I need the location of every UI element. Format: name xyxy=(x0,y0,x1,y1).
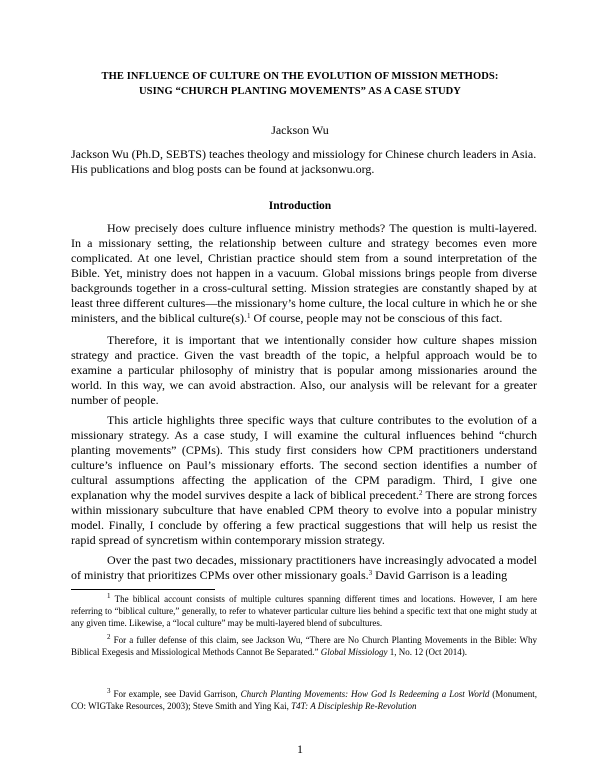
footnote-ref-3: 3 xyxy=(368,569,373,577)
footnote-3-mark: 3 xyxy=(107,687,111,695)
footnote-2-text-cont: 1, No. 12 (Oct 2014). xyxy=(387,647,467,657)
paragraph-3-text-cont: There are strong forces within missionary subculture that have enabled CPM theory to evolve into a popular ministry model. Finally, I conclude by offering a few practical suggestions that will help us resist the rapid spread of syncretism within contemporary mission strategy. xyxy=(71,488,537,547)
footnote-1 xyxy=(71,593,537,629)
footnote-2 xyxy=(71,634,537,658)
section-heading: Introduction xyxy=(268,200,332,212)
page-number: 1 xyxy=(297,742,303,756)
footnote-2-mark: 2 xyxy=(107,633,111,641)
paragraph-1 xyxy=(71,221,537,326)
footnote-3-book-1: Church Planting Movements: How God Is Redeeming a Lost World xyxy=(240,689,490,699)
author-name: Jackson Wu xyxy=(271,123,329,137)
footnote-ref-1: 1 xyxy=(246,312,251,320)
title-line-2: USING “CHURCH PLANTING MOVEMENTS” AS A CASE STUDY xyxy=(139,86,461,97)
footnote-2-text: For a fuller defense of this claim, see Jackson Wu, “There are No Church Planting Movements in the Bible: Why Biblical Exegesis and Missiological Methods Cannot Be Separated.” xyxy=(71,635,538,657)
footnote-3-text: For example, see David Garrison, xyxy=(113,689,241,699)
paragraph-4-text: Over the past two decades, missionary practitioners have increasingly advocated a model of ministry that prioritizes CPMs over other missionary goals. xyxy=(71,553,537,582)
footnote-ref-2: 2 xyxy=(419,489,423,497)
paragraph-4-text-cont: David Garrison is a leading xyxy=(372,568,508,582)
paragraph-1-text: How precisely does culture influence ministry methods? The question is multi-layered. In a missionary setting, the relationship between culture and strategy becomes even more complicated. At one level, Christian practice should stem from a sound interpretation of the Bible. Yet, ministry does not happen in a vacuum. Global missions brings people from diverse backgrounds together in a cross-cultural setting. Mission strategies are constantly shaped by at least three different cultures—the missionary’s home culture, the local culture in which he or she ministers, and the biblical culture(s). xyxy=(71,221,537,325)
footnote-separator xyxy=(71,589,215,590)
paragraph-2: Therefore, it is important that we intentionally consider how culture shapes mission strategy and practice. Given the vast breadth of the topic, a helpful approach would be to examine a particular philosophy of ministry that is popular among missionaries around the world. In this way, we can avoid abstraction. Also, our analysis will be relevant for a greater number of people. xyxy=(71,333,537,407)
author-bio: Jackson Wu (Ph.D, SEBTS) teaches theology and missiology for Chinese church leaders in Asia. His publications and blog posts can be found at jacksonwu.org. xyxy=(71,147,537,176)
paper-title xyxy=(70,69,530,99)
footnote-3-book-2: T4T: A Discipleship Re-Revolution xyxy=(291,701,417,711)
paragraph-3-text: This article highlights three specific ways that culture contributes to the evolution of a missionary strategy. As a case study, I will examine the cultural influences behind “church planting movements” (CPMs). This study first considers how CPM practitioners understand culture’s influence on Paul’s missionary efforts. The second section identifies a number of cultural assumptions affecting the application of the CPM paradigm. Third, I give one explanation why the model survives despite a lack of biblical precedent. xyxy=(71,413,537,502)
paragraph-3 xyxy=(71,413,537,548)
paragraph-4 xyxy=(71,553,537,583)
footnote-2-journal: Global Missiology xyxy=(320,647,388,657)
footnote-3-text-cont: (Monument, CO: WIGTake Resources, 2003); Steve Smith and Ying Kai, xyxy=(71,689,538,711)
paragraph-1-text-cont: Of course, people may not be conscious of this fact. xyxy=(250,311,503,325)
footnote-3 xyxy=(71,688,537,712)
title-line-1: THE INFLUENCE OF CULTURE ON THE EVOLUTION OF MISSION METHODS: xyxy=(101,71,499,82)
footnote-1-text: The biblical account consists of multiple cultures spanning different times and locations. However, I am here referring to “biblical culture,” generally, to refer to whatever particular culture lies behind a specific text that one might study at any given time. Likewise, a “local culture” may be multi-layered blend of subcultures. xyxy=(71,594,537,628)
footnote-1-mark: 1 xyxy=(107,592,111,600)
